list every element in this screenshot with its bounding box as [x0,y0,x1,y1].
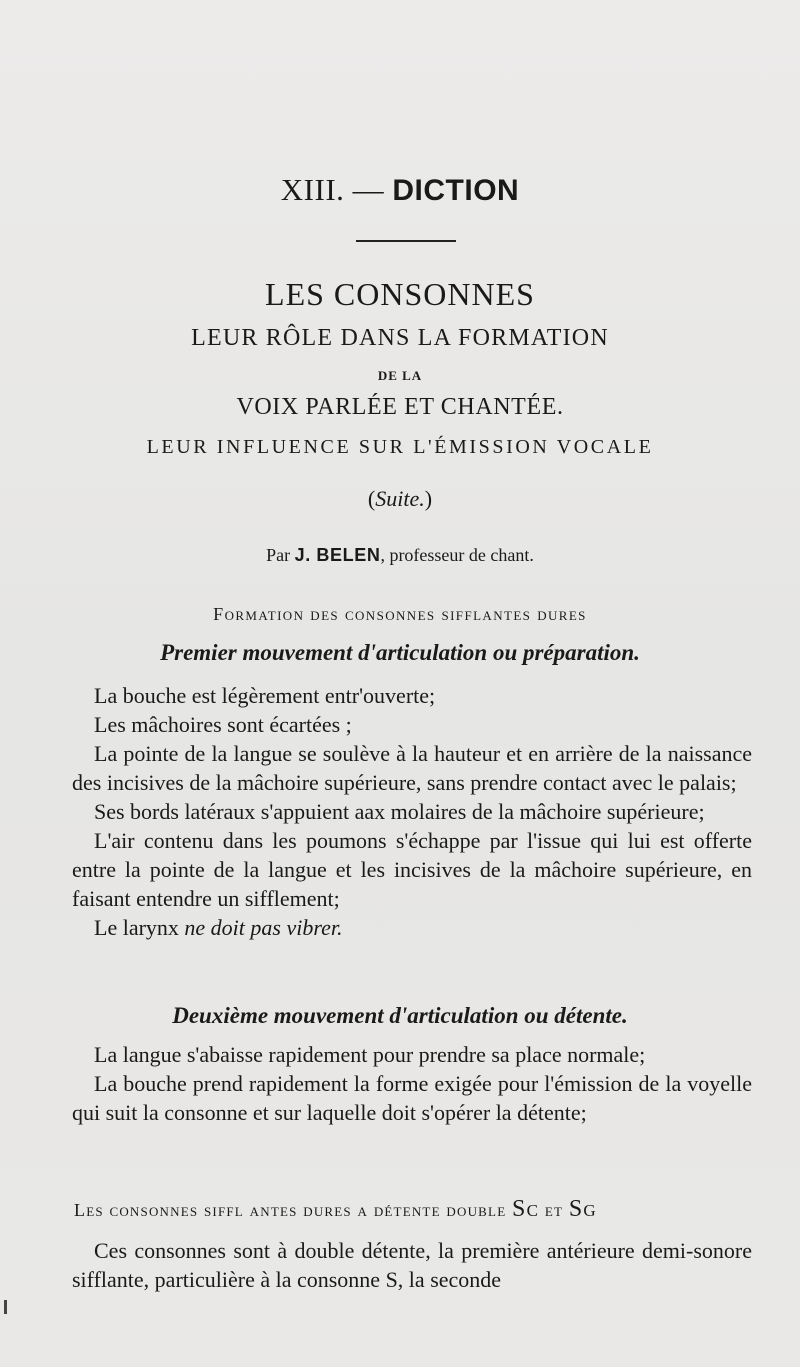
paragraph-1 [72,681,752,942]
chapter-name: DICTION [392,174,520,207]
heading-suite: (Suite.) [367,486,433,511]
para-line: Ses bords latéraux s'appuient aax molaires de la mâchoire supérieure; [94,799,705,824]
para-line: Les mâchoires sont écartées ; [94,712,352,737]
page-edge-mark [4,1300,7,1314]
author-prefix: Par [266,545,295,565]
paragraph-3 [72,1236,752,1294]
heading-line-4: VOIX PARLÉE ET CHANTÉE. [236,394,564,420]
para-line: La langue s'abaisse rapidement pour prendre sa place normale; [94,1042,646,1067]
section-title-2 [74,1196,754,1223]
author-line [0,545,800,566]
heading-line-1: LES CONSONNES [265,276,535,312]
section2-sg: Sg [568,1196,597,1222]
para-line: La pointe de la langue se soulève à la hauteur et en arrière de la naissance des incisives de la mâchoire supérieure, sans prendre contact avec le palais; [72,741,752,795]
larynx-prefix: Le larynx [94,915,185,940]
heading-line-2: LEUR RÔLE DANS LA FORMATION [191,325,609,351]
subheading-1: Premier mouvement d'articulation ou préparation. [160,640,640,665]
suite-text: Suite. [375,486,425,511]
heading-line-5: LEUR INFLUENCE SUR L'ÉMISSION VOCALE [146,436,654,458]
section2-mid: et [539,1200,569,1220]
title-rule [356,240,456,242]
para-line: Ces consonnes sont à double détente, la première antérieure demi-sonore sifflante, particulière à la consonne S, la seconde [72,1238,752,1292]
paragraph-2 [72,1040,752,1127]
subheading-2: Deuxième mouvement d'articulation ou détente. [172,1003,628,1028]
para-line: La bouche est légèrement entr'ouverte; [94,683,436,708]
para-line: La bouche prend rapidement la forme exigée pour l'émission de la voyelle qui suit la consonne et sur laquelle doit s'opérer la détente; [72,1071,752,1125]
larynx-emph: ne doit pas vibrer. [184,915,343,940]
heading-line-3: DE LA [377,368,423,383]
larynx-line [72,913,752,942]
chapter-prefix: XIII. — [280,172,393,207]
chapter-title [0,172,800,208]
section2-prefix: Les consonnes siffl antes dures a détente double [74,1200,513,1220]
para-line: L'air contenu dans les poumons s'échappe par l'issue qui lui est offerte entre la pointe de la langue et les incisives de la mâchoire supérieure, en faisant entendre un sifflement; [72,828,752,911]
author-suffix: , professeur de chant. [380,545,534,565]
section-title-1: Formation des consonnes sifflantes dures [213,604,587,624]
section2-sc: Sc [512,1196,540,1222]
author-name: J. BELEN [294,545,381,565]
